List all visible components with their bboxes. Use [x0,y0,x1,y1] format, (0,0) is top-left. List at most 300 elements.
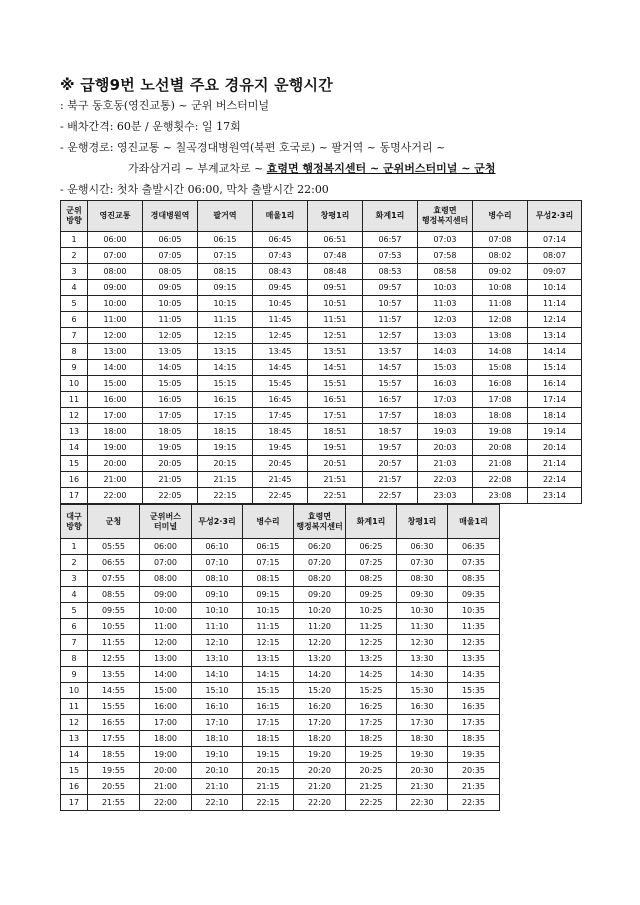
departure-time: 11:15 [243,619,294,635]
departure-time: 11:25 [346,619,397,635]
departure-time: 09:57 [363,280,418,296]
departure-time: 22:51 [308,488,363,504]
departure-time: 14:57 [363,360,418,376]
departure-time: 22:10 [192,795,243,811]
departure-time: 08:20 [294,571,346,587]
column-header: 팔거역 [198,201,253,232]
departure-time: 13:57 [363,344,418,360]
departure-time: 17:55 [88,731,140,747]
departure-time: 21:00 [140,779,192,795]
departure-time: 11:51 [308,312,363,328]
table-row [61,376,582,392]
trip-number: 15 [61,456,88,472]
departure-time: 08:35 [448,571,500,587]
headway-info: - 배차간격: 60분 / 운행횟수: 일 17회 [60,120,241,133]
departure-time: 15:35 [448,683,500,699]
trip-number: 5 [61,296,88,312]
departure-time: 18:08 [473,408,528,424]
departure-time: 14:35 [448,667,500,683]
departure-time: 22:05 [143,488,198,504]
departure-time: 14:05 [143,360,198,376]
column-header: 무성2·3리 [528,201,582,232]
trip-number: 3 [61,264,88,280]
departure-time: 16:15 [243,699,294,715]
departure-time: 21:57 [363,472,418,488]
departure-time: 16:14 [528,376,582,392]
departure-time: 19:45 [253,440,308,456]
departure-time: 10:20 [294,603,346,619]
departure-time: 08:05 [143,264,198,280]
departure-time: 19:30 [397,747,448,763]
route-path-line2 [128,160,496,176]
departure-time: 15:45 [253,376,308,392]
departure-time: 14:14 [528,344,582,360]
departure-time: 15:30 [397,683,448,699]
table-row [61,635,500,651]
departure-time: 12:03 [418,312,473,328]
departure-time: 13:10 [192,651,243,667]
table-row [61,328,582,344]
trip-number: 13 [61,424,88,440]
departure-time: 17:30 [397,715,448,731]
departure-time: 06:55 [88,555,140,571]
departure-time: 23:08 [473,488,528,504]
departure-time: 11:05 [143,312,198,328]
departure-time: 10:15 [198,296,253,312]
departure-time: 14:00 [140,667,192,683]
trip-number: 5 [61,603,88,619]
departure-time: 18:05 [143,424,198,440]
table-row [61,456,582,472]
departure-time: 12:57 [363,328,418,344]
departure-time: 08:15 [198,264,253,280]
departure-time: 08:53 [363,264,418,280]
departure-time: 13:00 [88,344,143,360]
departure-time: 15:00 [88,376,143,392]
departure-time: 10:08 [473,280,528,296]
table-row [61,424,582,440]
column-header: 매울1리 [253,201,308,232]
table-row [61,232,582,248]
table-row [61,715,500,731]
departure-time: 12:45 [253,328,308,344]
column-header: 창평1리 [308,201,363,232]
departure-time: 21:10 [192,779,243,795]
departure-time: 17:51 [308,408,363,424]
departure-time: 14:00 [88,360,143,376]
departure-time: 08:00 [140,571,192,587]
departure-time: 13:35 [448,651,500,667]
departure-time: 13:20 [294,651,346,667]
departure-time: 20:05 [143,456,198,472]
departure-time: 21:15 [243,779,294,795]
route-path-line1: - 운행경로: 영진교통 ~ 칠곡경대병원역(북편 호국로) ~ 팔거역 ~ 동명사거리 ~ [60,141,446,154]
departure-time: 06:15 [198,232,253,248]
departure-time: 15:51 [308,376,363,392]
departure-time: 18:45 [253,424,308,440]
table-row [61,360,582,376]
departure-time: 17:15 [198,408,253,424]
departure-time: 10:05 [143,296,198,312]
departure-time: 17:05 [143,408,198,424]
departure-time: 16:10 [192,699,243,715]
departure-time: 16:57 [363,392,418,408]
departure-time: 16:20 [294,699,346,715]
departure-time: 20:55 [88,779,140,795]
departure-time: 21:30 [397,779,448,795]
departure-time: 07:55 [88,571,140,587]
departure-time: 12:05 [143,328,198,344]
departure-time: 17:20 [294,715,346,731]
departure-time: 13:55 [88,667,140,683]
departure-time: 09:55 [88,603,140,619]
table-row [61,344,582,360]
departure-time: 20:15 [243,763,294,779]
departure-time: 10:00 [88,296,143,312]
departure-time: 08:55 [88,587,140,603]
departure-time: 12:55 [88,651,140,667]
departure-time: 09:10 [192,587,243,603]
trip-number: 2 [61,248,88,264]
departure-time: 08:15 [243,571,294,587]
departure-time: 14:30 [397,667,448,683]
departure-time: 10:10 [192,603,243,619]
departure-time: 06:00 [140,539,192,555]
timetable-gunwi-direction [60,200,582,504]
departure-time: 19:00 [88,440,143,456]
departure-time: 11:15 [198,312,253,328]
departure-time: 15:15 [198,376,253,392]
departure-time: 06:45 [253,232,308,248]
departure-time: 15:10 [192,683,243,699]
departure-time: 16:00 [140,699,192,715]
departure-time: 12:51 [308,328,363,344]
departure-time: 12:14 [528,312,582,328]
departure-time: 07:05 [143,248,198,264]
departure-time: 11:10 [192,619,243,635]
departure-time: 17:03 [418,392,473,408]
departure-time: 21:55 [88,795,140,811]
departure-time: 21:35 [448,779,500,795]
departure-time: 10:35 [448,603,500,619]
table-row [61,747,500,763]
departure-time: 18:15 [243,731,294,747]
departure-time: 15:08 [473,360,528,376]
departure-time: 07:35 [448,555,500,571]
table-row [61,699,500,715]
departure-time: 07:14 [528,232,582,248]
departure-time: 22:25 [346,795,397,811]
table-row [61,795,500,811]
departure-time: 17:25 [346,715,397,731]
departure-time: 09:02 [473,264,528,280]
departure-time: 13:08 [473,328,528,344]
departure-time: 18:10 [192,731,243,747]
departure-time: 14:10 [192,667,243,683]
departure-time: 12:15 [243,635,294,651]
trip-number: 16 [61,472,88,488]
departure-time: 09:45 [253,280,308,296]
departure-time: 22:30 [397,795,448,811]
departure-time: 10:00 [140,603,192,619]
trip-number: 11 [61,392,88,408]
departure-time: 10:57 [363,296,418,312]
departure-time: 09:15 [243,587,294,603]
column-header: 무성2·3리 [192,505,243,539]
table-row [61,603,500,619]
departure-time: 15:14 [528,360,582,376]
departure-time: 18:00 [88,424,143,440]
departure-time: 08:07 [528,248,582,264]
column-header: 매울1리 [448,505,500,539]
departure-time: 13:14 [528,328,582,344]
trip-number: 8 [61,651,88,667]
departure-time: 18:57 [363,424,418,440]
departure-time: 21:20 [294,779,346,795]
table-row [61,248,582,264]
departure-time: 12:00 [88,328,143,344]
table-row [61,779,500,795]
departure-time: 12:30 [397,635,448,651]
departure-time: 05:55 [88,539,140,555]
trip-number: 4 [61,280,88,296]
route-path-plain: 가좌삼거리 ~ 부계교차로 ~ [128,162,267,175]
departure-time: 07:58 [418,248,473,264]
departure-time: 15:00 [140,683,192,699]
departure-time: 12:08 [473,312,528,328]
departure-time: 07:43 [253,248,308,264]
departure-time: 20:25 [346,763,397,779]
trip-number: 13 [61,731,88,747]
departure-time: 22:15 [198,488,253,504]
departure-time: 13:15 [243,651,294,667]
departure-time: 07:15 [198,248,253,264]
departure-time: 18:03 [418,408,473,424]
departure-time: 12:00 [140,635,192,651]
departure-time: 22:35 [448,795,500,811]
departure-time: 09:30 [397,587,448,603]
departure-time: 07:53 [363,248,418,264]
departure-time: 19:05 [143,440,198,456]
departure-time: 06:05 [143,232,198,248]
departure-time: 08:30 [397,571,448,587]
departure-time: 16:00 [88,392,143,408]
timetable-daegu-direction [60,504,500,811]
departure-time: 22:14 [528,472,582,488]
departure-time: 09:20 [294,587,346,603]
departure-time: 21:00 [88,472,143,488]
departure-time: 08:00 [88,264,143,280]
departure-time: 12:20 [294,635,346,651]
departure-time: 13:45 [253,344,308,360]
table-row [61,651,500,667]
departure-time: 12:10 [192,635,243,651]
departure-time: 08:48 [308,264,363,280]
departure-time: 20:20 [294,763,346,779]
departure-time: 21:05 [143,472,198,488]
table-row [61,392,582,408]
departure-time: 16:55 [88,715,140,731]
route-path-emphasis: 효령면 행정복지센터 ~ 군위버스터미널 ~ 군청 [266,162,496,175]
trip-number: 2 [61,555,88,571]
departure-time: 19:15 [243,747,294,763]
departure-time: 16:45 [253,392,308,408]
departure-time: 09:00 [140,587,192,603]
departure-time: 11:57 [363,312,418,328]
departure-time: 22:57 [363,488,418,504]
departure-time: 06:25 [346,539,397,555]
departure-time: 14:15 [198,360,253,376]
trip-number: 7 [61,635,88,651]
departure-time: 07:03 [418,232,473,248]
table-row [61,571,500,587]
departure-time: 13:51 [308,344,363,360]
departure-time: 21:14 [528,456,582,472]
departure-time: 15:57 [363,376,418,392]
departure-time: 18:35 [448,731,500,747]
departure-time: 20:03 [418,440,473,456]
departure-time: 09:51 [308,280,363,296]
departure-time: 14:55 [88,683,140,699]
departure-time: 10:25 [346,603,397,619]
column-header: 효령면 행정복지센터 [418,201,473,232]
departure-time: 15:20 [294,683,346,699]
departure-time: 10:30 [397,603,448,619]
column-header: 병수리 [473,201,528,232]
departure-time: 20:10 [192,763,243,779]
departure-time: 17:00 [88,408,143,424]
departure-time: 09:05 [143,280,198,296]
departure-time: 19:35 [448,747,500,763]
trip-number: 8 [61,344,88,360]
departure-time: 20:00 [88,456,143,472]
departure-time: 14:08 [473,344,528,360]
table-header-row [61,201,582,232]
departure-time: 11:00 [140,619,192,635]
departure-time: 06:51 [308,232,363,248]
departure-time: 19:08 [473,424,528,440]
column-header: 영진교통 [88,201,143,232]
departure-time: 09:00 [88,280,143,296]
trip-number: 11 [61,699,88,715]
departure-time: 15:03 [418,360,473,376]
trip-number: 10 [61,376,88,392]
column-header: 군청 [88,505,140,539]
table-row [61,555,500,571]
departure-time: 17:08 [473,392,528,408]
operating-hours: - 운행시간: 첫차 출발시간 06:00, 막차 출발시간 22:00 [60,183,329,196]
table-row [61,488,582,504]
departure-time: 09:07 [528,264,582,280]
departure-time: 11:08 [473,296,528,312]
trip-number: 17 [61,488,88,504]
departure-time: 22:15 [243,795,294,811]
trip-number: 17 [61,795,88,811]
departure-time: 08:25 [346,571,397,587]
departure-time: 20:30 [397,763,448,779]
departure-time: 15:05 [143,376,198,392]
departure-time: 20:00 [140,763,192,779]
departure-time: 20:14 [528,440,582,456]
table-row [61,440,582,456]
trip-number: 10 [61,683,88,699]
table-row [61,587,500,603]
departure-time: 06:20 [294,539,346,555]
departure-time: 14:15 [243,667,294,683]
departure-time: 16:30 [397,699,448,715]
departure-time: 07:48 [308,248,363,264]
departure-time: 08:43 [253,264,308,280]
departure-time: 20:51 [308,456,363,472]
departure-time: 16:05 [143,392,198,408]
table-row [61,731,500,747]
departure-time: 16:15 [198,392,253,408]
departure-time: 20:15 [198,456,253,472]
departure-time: 22:08 [473,472,528,488]
departure-time: 07:25 [346,555,397,571]
trip-number: 3 [61,571,88,587]
departure-time: 13:03 [418,328,473,344]
column-header: 대구 방향 [61,505,88,539]
departure-time: 10:15 [243,603,294,619]
departure-time: 16:08 [473,376,528,392]
departure-time: 11:35 [448,619,500,635]
departure-time: 19:51 [308,440,363,456]
departure-time: 10:03 [418,280,473,296]
departure-time: 17:14 [528,392,582,408]
departure-time: 12:35 [448,635,500,651]
departure-time: 14:51 [308,360,363,376]
column-header: 화계1리 [346,505,397,539]
departure-time: 12:25 [346,635,397,651]
departure-time: 06:57 [363,232,418,248]
trip-number: 6 [61,619,88,635]
departure-time: 11:30 [397,619,448,635]
departure-time: 15:15 [243,683,294,699]
table-row [61,683,500,699]
column-header: 병수리 [243,505,294,539]
departure-time: 19:55 [88,763,140,779]
table-row [61,408,582,424]
table-row [61,667,500,683]
table-row [61,763,500,779]
departure-time: 19:57 [363,440,418,456]
departure-time: 20:45 [253,456,308,472]
page-title: ※ 급행9번 노선별 주요 경유지 운행시간 [60,76,333,94]
departure-time: 21:45 [253,472,308,488]
departure-time: 07:30 [397,555,448,571]
departure-time: 06:15 [243,539,294,555]
departure-time: 14:03 [418,344,473,360]
departure-time: 13:05 [143,344,198,360]
departure-time: 17:35 [448,715,500,731]
departure-time: 11:14 [528,296,582,312]
departure-time: 15:55 [88,699,140,715]
departure-time: 21:03 [418,456,473,472]
departure-time: 15:25 [346,683,397,699]
column-header: 경대병원역 [143,201,198,232]
departure-time: 19:10 [192,747,243,763]
departure-time: 20:08 [473,440,528,456]
column-header: 화계1리 [363,201,418,232]
departure-time: 07:00 [140,555,192,571]
trip-number: 16 [61,779,88,795]
departure-time: 22:20 [294,795,346,811]
table-row [61,619,500,635]
departure-time: 10:55 [88,619,140,635]
departure-time: 16:51 [308,392,363,408]
departure-time: 20:35 [448,763,500,779]
